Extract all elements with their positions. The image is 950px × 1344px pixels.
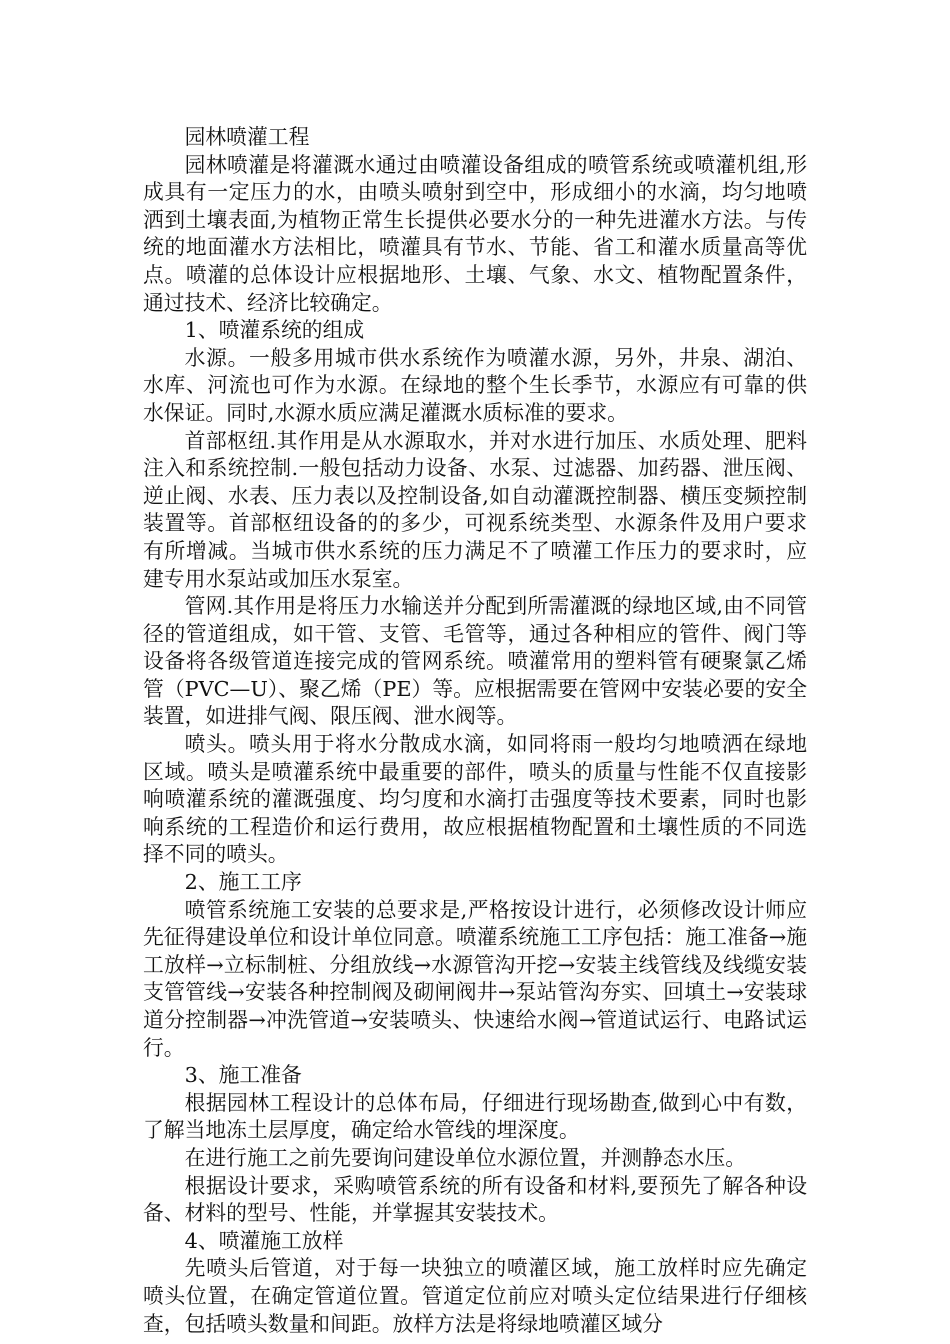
paragraph-construction-process: 喷管系统施工安装的总要求是,严格按设计进行，必须修改设计师应先征得建设单位和设计单位同意。喷灌系统施工工序包括：施工准备→施工放样→立标制桩、分组放线→水源管沟开挖→安装主线管线及线缆安装支管管线→安装各种控制阀及砌闸阀井→泵站管沟夯实、回填土→安装球道分控制器→冲洗管道→安装喷头、快速给水阀→管道试运行、电路试运行。	[143, 897, 807, 1060]
section-heading-3: 3、施工准备	[184, 1063, 302, 1088]
paragraph-water-pressure: 在进行施工之前先要询问建设单位水源位置，并测静态水压。	[184, 1145, 747, 1170]
section-heading-1: 1、喷灌系统的组成	[184, 318, 365, 343]
paragraph-water-source: 水源。一般多用城市供水系统作为喷灌水源，另外，井泉、湖泊、水库、河流也可作为水源。在绿地的整个生长季节，水源应有可靠的供水保证。同时,水源水质应满足灌溉水质标准的要求。	[143, 345, 807, 425]
paragraph-site-survey: 根据园林工程设计的总体布局，仔细进行现场勘查,做到心中有数，了解当地冻土层厚度，确定给水管线的埋深度。	[143, 1090, 807, 1143]
section-heading-2: 2、施工工序	[184, 870, 302, 895]
paragraph-pipe-network: 管网.其作用是将压力水输送并分配到所需灌溉的绿地区域,由不同管径的管道组成，如干管、支管、毛管等，通过各种相应的管件、阀门等设备将各级管道连接完成的管网系统。喷灌常用的塑料管有硬聚氯乙烯管（PVC—U）、聚乙烯（PE）等。应根据需要在管网中安装必要的安全装置，如进排气阀、限压阀、泄水阀等。	[143, 594, 807, 729]
paragraph-intro: 园林喷灌是将灌溉水通过由喷灌设备组成的喷管系统或喷灌机组,形成具有一定压力的水，由喷头喷射到空中，形成细小的水滴，均匀地喷洒到土壤表面,为植物正常生长提供必要水分的一种先进灌水方法。与传统的地面灌水方法相比，喷灌具有节水、节能、省工和灌水质量高等优点。喷灌的总体设计应根据地形、土壤、气象、水文、植物配置条件，通过技术、经济比较确定。	[143, 152, 807, 315]
paragraph-head-hub: 首部枢纽.其作用是从水源取水，并对水进行加压、水质处理、肥料注入和系统控制.一般包括动力设备、水泵、过滤器、加药器、泄压阀、逆止阀、水表、压力表以及控制设备,如自动灌溉控制器、横压变频控制装置等。首部枢纽设备的的多少，可视系统类型、水源条件及用户要求有所增减。当城市供水系统的压力满足不了喷灌工作压力的要求时，应建专用水泵站或加压水泵室。	[143, 428, 807, 591]
section-heading-4: 4、喷灌施工放样	[184, 1228, 344, 1253]
paragraph-procurement: 根据设计要求，采购喷管系统的所有设备和材料,要预先了解各种设备、材料的型号、性能，并掌握其安装技术。	[143, 1173, 807, 1226]
document-title: 园林喷灌工程	[184, 125, 310, 149]
paragraph-sprinkler-head: 喷头。喷头用于将水分散成水滴，如同将雨一般均匀地喷洒在绿地区域。喷头是喷灌系统中最重要的部件，喷头的质量与性能不仅直接影响喷灌系统的灌溉强度、均匀度和水滴打击强度等技术要素，同时也影响系统的工程造价和运行费用，故应根据植物配置和土壤性质的不同选择不同的喷头。	[143, 732, 807, 867]
document-body	[143, 124, 807, 1338]
paragraph-layout-staking: 先喷头后管道，对于每一块独立的喷灌区域，施工放样时应先确定喷头位置，在确定管道位置。管道定位前应对喷头定位结果进行仔细核查，包括喷头数量和间距。放样方法是将绿地喷灌区域分	[143, 1256, 807, 1336]
